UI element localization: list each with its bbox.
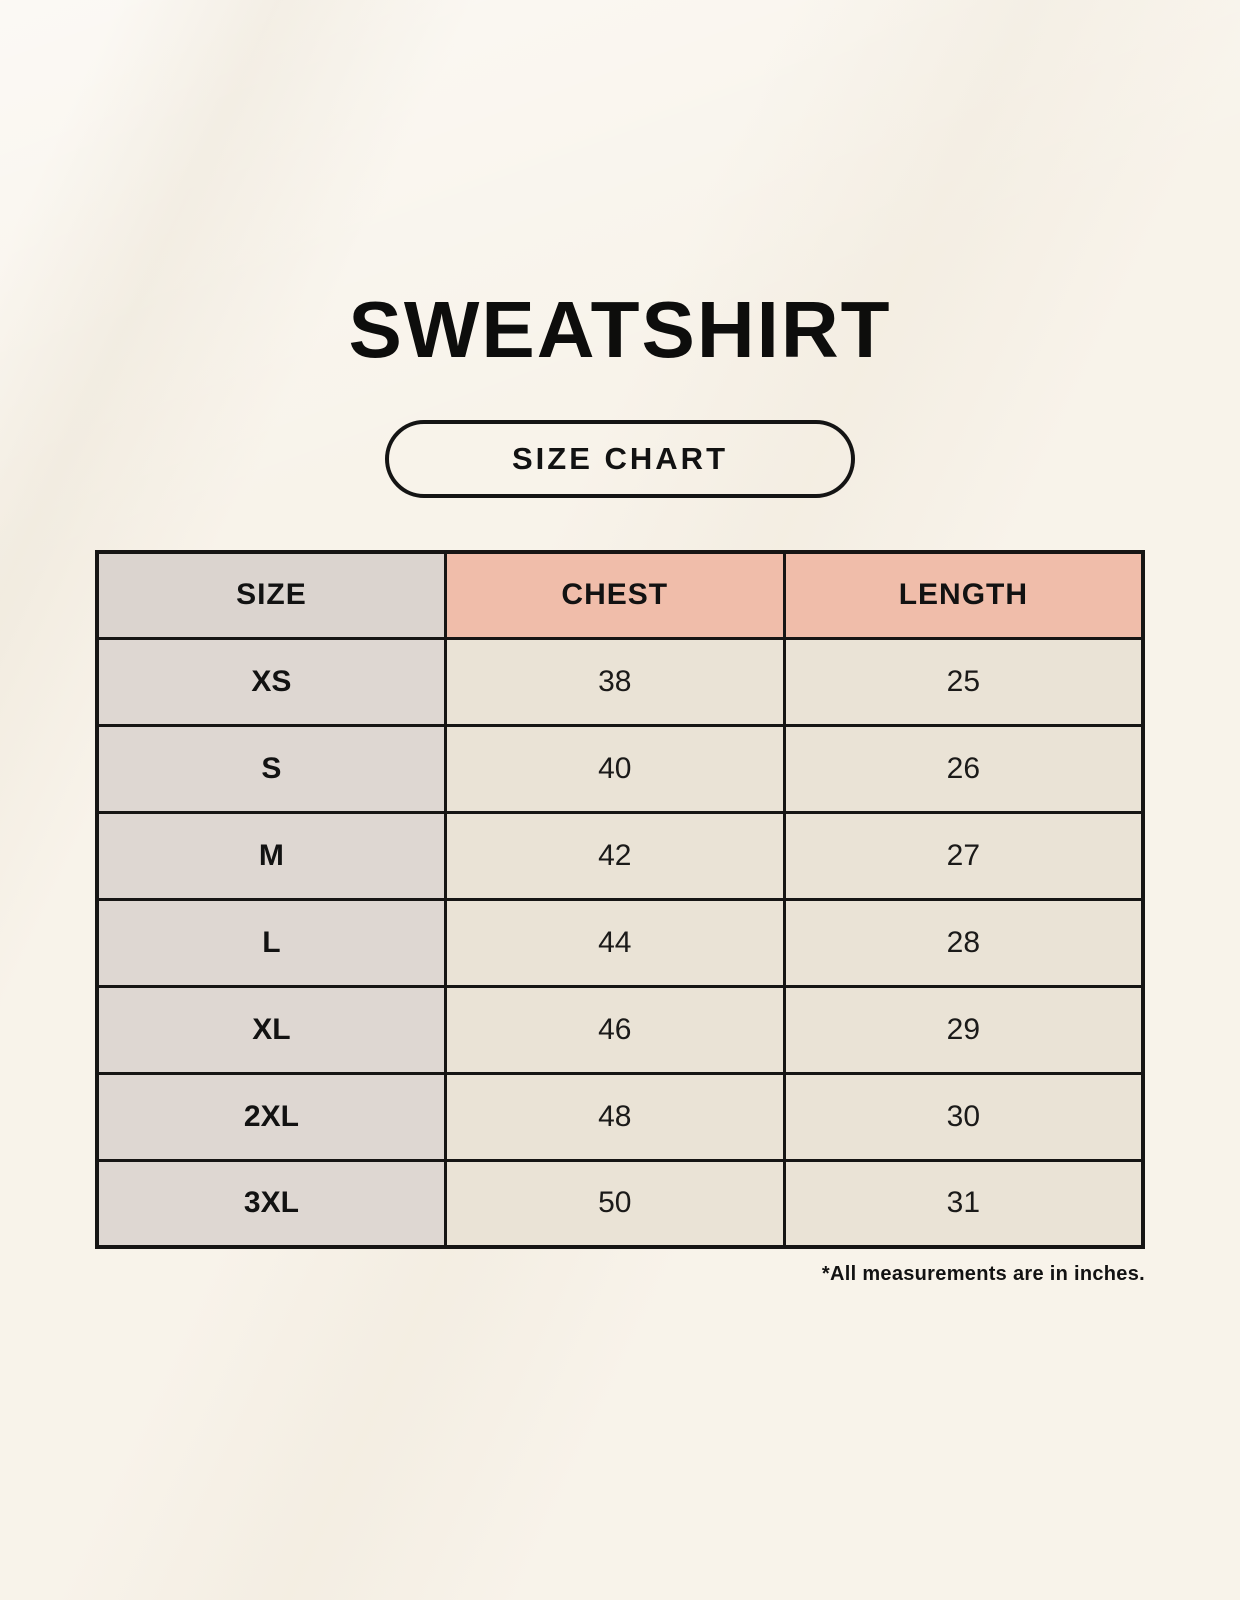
column-header-chest: CHEST [445, 552, 784, 638]
size-label-cell: XS [97, 638, 445, 725]
size-label-cell: XL [97, 986, 445, 1073]
size-label-cell: 2XL [97, 1073, 445, 1160]
chest-value-cell: 50 [445, 1160, 784, 1247]
size-chart-badge [385, 420, 855, 498]
length-value-cell: 30 [784, 1073, 1143, 1160]
chest-value-cell: 42 [445, 812, 784, 899]
header-row [97, 552, 1143, 638]
table-row [97, 725, 1143, 812]
table-row [97, 812, 1143, 899]
length-value-cell: 27 [784, 812, 1143, 899]
table-row [97, 899, 1143, 986]
chest-value-cell: 44 [445, 899, 784, 986]
table-row [97, 986, 1143, 1073]
size-label-cell: 3XL [97, 1160, 445, 1247]
size-label-cell: M [97, 812, 445, 899]
column-header-length: LENGTH [784, 552, 1143, 638]
table-row [97, 1073, 1143, 1160]
column-header-size: SIZE [97, 552, 445, 638]
size-label-cell: L [97, 899, 445, 986]
size-label-cell: S [97, 725, 445, 812]
length-value-cell: 28 [784, 899, 1143, 986]
size-chart-badge-label: SIZE CHART [512, 441, 728, 476]
chest-value-cell: 38 [445, 638, 784, 725]
length-value-cell: 31 [784, 1160, 1143, 1247]
chest-value-cell: 48 [445, 1073, 784, 1160]
chest-value-cell: 46 [445, 986, 784, 1073]
length-value-cell: 26 [784, 725, 1143, 812]
table-row [97, 1160, 1143, 1247]
size-table-body [97, 638, 1143, 1247]
table-row [97, 638, 1143, 725]
size-table [95, 550, 1145, 1249]
measurements-footnote: *All measurements are in inches. [821, 1263, 1145, 1285]
size-table-header [97, 552, 1143, 638]
length-value-cell: 29 [784, 986, 1143, 1073]
page-title: SWEATSHIRT [348, 285, 892, 374]
chest-value-cell: 40 [445, 725, 784, 812]
length-value-cell: 25 [784, 638, 1143, 725]
